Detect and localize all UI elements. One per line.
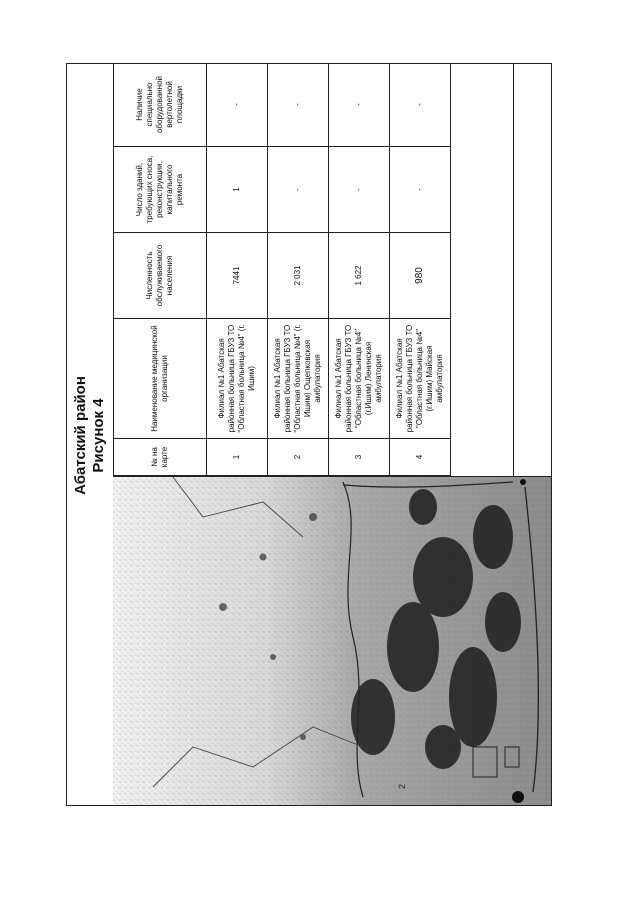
district-map	[113, 477, 552, 806]
cell-helipad: -	[390, 63, 451, 147]
map-label: 2	[397, 783, 407, 789]
header-map-number: № на карте	[114, 439, 207, 476]
cell-population: 980	[390, 233, 451, 319]
cell-population: 1 622	[329, 233, 390, 319]
corner-marker	[520, 479, 526, 485]
table-footer-space	[513, 63, 552, 476]
cell-organization-name: Филиал №1 Абатская районная больница ГБУЗ ТО "Областная больница №4" (г.Ишим) Майская амбулатория	[390, 319, 451, 439]
header-helipad: Наличие специально оборудованной вертолетной площадки	[114, 63, 207, 147]
header-population: Численность обслуживаемого населения	[114, 233, 207, 319]
table-header-row	[114, 63, 207, 476]
header-organization-name: Наименование медицинской организации	[114, 319, 207, 439]
table-row	[268, 63, 329, 476]
medical-organizations-table	[113, 63, 451, 476]
header-buildings: Число зданий, требующих сноса, реконструкции, капитального ремонта	[114, 147, 207, 233]
page-frame	[66, 63, 552, 806]
table-row	[390, 63, 451, 476]
cell-map-number: 1	[207, 439, 268, 476]
cell-map-number: 2	[268, 439, 329, 476]
cell-population: 7441	[207, 233, 268, 319]
cell-population: 2 031	[268, 233, 329, 319]
cell-organization-name: Филиал №1 Абатская районная больница ГБУЗ ТО "Областная больница №4" (г. Ишим)	[207, 319, 268, 439]
cell-buildings: -	[268, 147, 329, 233]
rotated-content	[67, 64, 552, 806]
cell-map-number: 4	[390, 439, 451, 476]
cell-buildings: -	[329, 147, 390, 233]
cell-organization-name: Филиал №1 Абатская районная больница ГБУЗ ТО "Областная больница №4" (г. Ишим) Ощепковская амбулатория	[268, 319, 329, 439]
cell-organization-name: Филиал №1 Абатская районная больница ГБУЗ ТО "Областная больница №4" (г.Ишим) Ленинская амбулатория	[329, 319, 390, 439]
cell-helipad: -	[329, 63, 390, 147]
cell-helipad: -	[207, 63, 268, 147]
cell-helipad: -	[268, 63, 329, 147]
cell-buildings: -	[390, 147, 451, 233]
table-row	[207, 63, 268, 476]
cell-buildings: 1	[207, 147, 268, 233]
page-title: Абатский район	[72, 376, 89, 495]
title-block	[67, 64, 113, 806]
map-image	[113, 477, 552, 806]
district-center-marker	[512, 791, 524, 803]
figure-caption: Рисунок 4	[90, 398, 107, 473]
table-section	[113, 64, 552, 477]
cell-map-number: 3	[329, 439, 390, 476]
table-row	[329, 63, 390, 476]
